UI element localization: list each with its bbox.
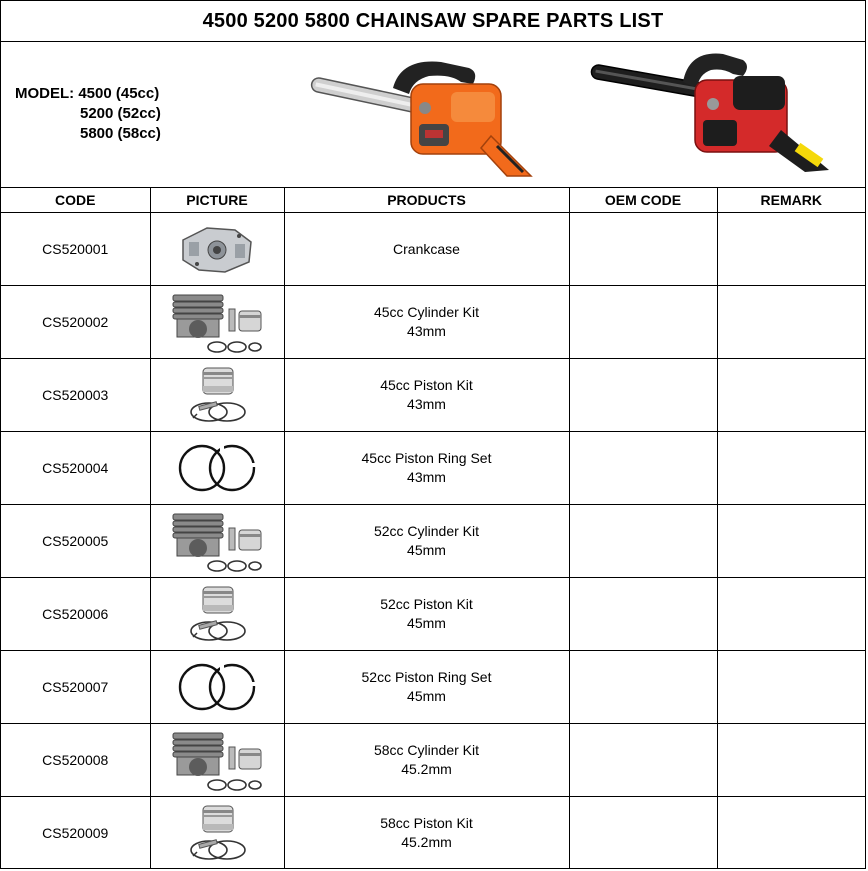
product-size: 45.2mm: [401, 834, 452, 850]
product-size: 43mm: [407, 396, 446, 412]
remark-cell: [717, 213, 865, 286]
part-picture: [150, 359, 284, 432]
table-row: [1, 213, 865, 286]
product-name: 52cc Cylinder Kit: [373, 523, 480, 539]
remark-cell: [717, 286, 865, 359]
part-product: [284, 286, 569, 359]
part-product: [284, 505, 569, 578]
part-picture: [150, 651, 284, 724]
part-picture: [150, 432, 284, 505]
product-name: 58cc Piston Kit: [380, 815, 473, 831]
part-code: CS520007: [1, 651, 150, 724]
part-picture: [150, 724, 284, 797]
product-name: 52cc Piston Ring Set: [361, 669, 492, 685]
cylinder-kit-icon: [167, 508, 267, 574]
part-product: [284, 651, 569, 724]
piston-kit-icon: [185, 581, 249, 647]
part-code: CS520002: [1, 286, 150, 359]
table-row: [1, 505, 865, 578]
product-name: 45cc Cylinder Kit: [373, 304, 480, 320]
oem-code-cell: [569, 505, 717, 578]
part-code: CS520005: [1, 505, 150, 578]
piston-rings-icon: [172, 441, 262, 495]
cylinder-kit-icon: [167, 289, 267, 355]
remark-cell: [717, 724, 865, 797]
product-size: 43mm: [407, 469, 446, 485]
oem-code-cell: [569, 578, 717, 651]
part-product: [284, 213, 569, 286]
product-size: 45mm: [407, 542, 446, 558]
table-row: [1, 286, 865, 359]
part-picture: [150, 213, 284, 286]
part-picture: [150, 286, 284, 359]
part-product: [284, 359, 569, 432]
part-code: CS520001: [1, 213, 150, 286]
model-5800: 5800 (58cc): [80, 125, 161, 142]
remark-cell: [717, 578, 865, 651]
table-row: [1, 432, 865, 505]
model-4500: 4500 (45cc): [78, 85, 160, 102]
orange-chainsaw-image: [301, 48, 537, 178]
product-name: 52cc Piston Kit: [380, 596, 473, 612]
part-code: CS520006: [1, 578, 150, 651]
table-row: [1, 797, 865, 870]
table-row: [1, 651, 865, 724]
part-code: CS520009: [1, 797, 150, 870]
remark-cell: [717, 505, 865, 578]
piston-rings-icon: [172, 660, 262, 714]
product-name: Crankcase: [393, 240, 460, 257]
part-picture: [150, 578, 284, 651]
remark-cell: [717, 651, 865, 724]
page-title: 4500 5200 5800 CHAINSAW SPARE PARTS LIST: [1, 1, 865, 42]
model-banner: [1, 42, 865, 188]
table-row: [1, 724, 865, 797]
product-name: 45cc Piston Ring Set: [361, 450, 492, 466]
part-product: [284, 724, 569, 797]
part-product: [284, 432, 569, 505]
part-code: CS520008: [1, 724, 150, 797]
table-row: [1, 578, 865, 651]
part-product: [284, 578, 569, 651]
cylinder-kit-icon: [167, 727, 267, 793]
part-product: [284, 797, 569, 870]
part-code: CS520003: [1, 359, 150, 432]
model-5200: 5200 (52cc): [80, 105, 161, 122]
product-name: 58cc Cylinder Kit: [373, 742, 480, 758]
header-oem-code: OEM CODE: [569, 188, 717, 213]
header-code: CODE: [1, 188, 150, 213]
part-picture: [150, 797, 284, 870]
table-row: [1, 359, 865, 432]
part-code: CS520004: [1, 432, 150, 505]
oem-code-cell: [569, 651, 717, 724]
table-header-row: [1, 188, 865, 213]
remark-cell: [717, 797, 865, 870]
product-size: 43mm: [407, 323, 446, 339]
product-name: 45cc Piston Kit: [380, 377, 473, 393]
oem-code-cell: [569, 432, 717, 505]
oem-code-cell: [569, 213, 717, 286]
model-list: [15, 84, 161, 144]
product-size: 45mm: [407, 615, 446, 631]
crankcase-icon: [177, 220, 257, 278]
piston-kit-icon: [185, 800, 249, 866]
parts-table: [1, 188, 865, 869]
remark-cell: [717, 359, 865, 432]
header-picture: PICTURE: [150, 188, 284, 213]
product-size: 45mm: [407, 688, 446, 704]
product-size: 45.2mm: [401, 761, 452, 777]
header-remark: REMARK: [717, 188, 865, 213]
oem-code-cell: [569, 797, 717, 870]
oem-code-cell: [569, 724, 717, 797]
part-picture: [150, 505, 284, 578]
header-products: PRODUCTS: [284, 188, 569, 213]
model-label: MODEL:: [15, 85, 75, 102]
red-chainsaw-image: [583, 46, 833, 178]
remark-cell: [717, 432, 865, 505]
piston-kit-icon: [185, 362, 249, 428]
oem-code-cell: [569, 359, 717, 432]
oem-code-cell: [569, 286, 717, 359]
